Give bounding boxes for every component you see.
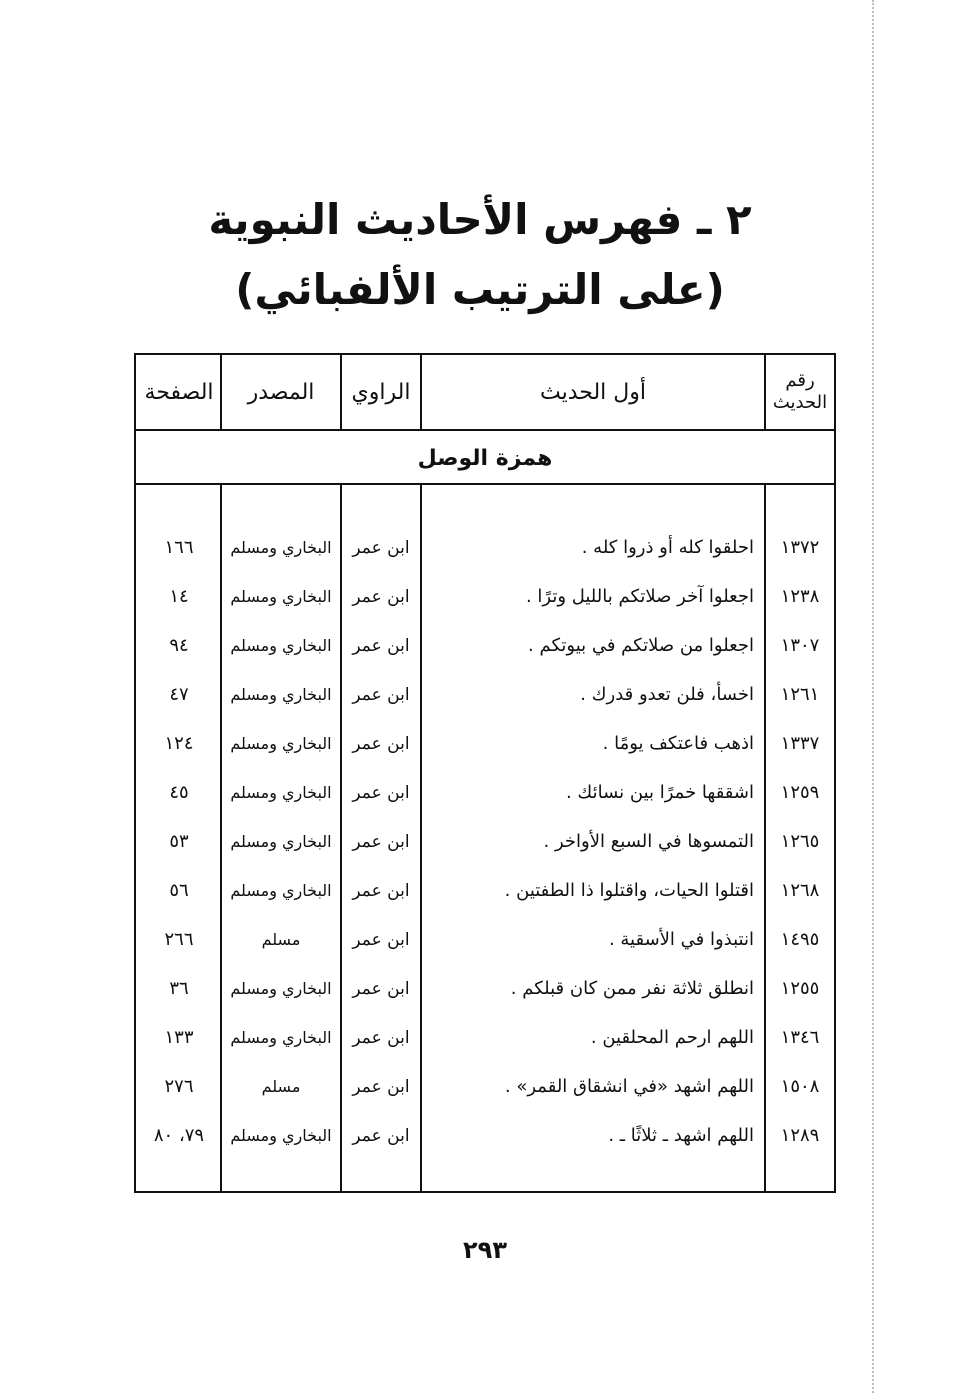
table-row (136, 915, 834, 964)
source: البخاري ومسلم (230, 685, 332, 704)
hadith-text: اجعلوا من صلاتكم في بيوتكم . (528, 635, 754, 656)
table-row (136, 817, 834, 866)
page-ref: ٢٧٦ (164, 1076, 194, 1097)
source: البخاري ومسلم (230, 979, 332, 998)
source: البخاري ومسلم (230, 1028, 332, 1047)
narrator: ابن عمر (352, 586, 410, 607)
page-ref: ٩٤ (169, 635, 189, 656)
page-ref: ٣٦ (169, 978, 189, 999)
hadith-number: ١٤٩٥ (780, 929, 820, 950)
page-edge-dots (872, 0, 874, 1393)
hadith-text: التمسوها في السبع الأواخر . (543, 831, 754, 852)
source: البخاري ومسلم (230, 881, 332, 900)
hadith-text: اللهم اشهد «في انشقاق القمر» . (504, 1076, 754, 1097)
page-ref: ١٤ (169, 586, 189, 607)
source: مسلم (261, 930, 301, 949)
hadith-text: اذهب فاعتكف يومًا . (602, 733, 754, 754)
page-ref: ١٣٣ (164, 1027, 194, 1048)
narrator: ابن عمر (352, 1076, 410, 1097)
hadith-number: ١٣٧٢ (780, 537, 820, 558)
narrator: ابن عمر (352, 880, 410, 901)
header-page: الصفحة (144, 379, 214, 405)
hadith-number: ١٢٣٨ (780, 586, 820, 607)
hadith-number: ١٣٣٧ (780, 733, 820, 754)
table-body (136, 523, 834, 1160)
hadith-number: ١٢٨٩ (780, 1125, 820, 1146)
table-row (136, 1062, 834, 1111)
page-ref: ٥٦ (169, 880, 189, 901)
table-row (136, 719, 834, 768)
table-row (136, 866, 834, 915)
page-subtitle: (على الترتيب الألفبائي) (235, 265, 725, 314)
hadith-text: انتبذوا في الأسقية . (608, 929, 754, 950)
header-hadith: أول الحديث (540, 379, 647, 405)
page-ref: ٥٣ (169, 831, 189, 852)
narrator: ابن عمر (352, 1027, 410, 1048)
table-row (136, 768, 834, 817)
page-number: ٢٩٣ (463, 1236, 507, 1264)
narrator: ابن عمر (352, 635, 410, 656)
source: البخاري ومسلم (230, 734, 332, 753)
table-row (136, 670, 834, 719)
hadith-text: اشققها خمرًا بين نسائك . (565, 782, 754, 803)
hadith-text: انطلق ثلاثة نفر ممن كان قبلكم . (510, 978, 754, 999)
narrator: ابن عمر (352, 1125, 410, 1146)
hadith-text: اقتلوا الحيات، واقتلوا ذا الطفتين . (504, 880, 754, 901)
header-source: المصدر (247, 379, 315, 405)
hadith-number: ١٣٠٧ (780, 635, 820, 656)
narrator: ابن عمر (352, 537, 410, 558)
narrator: ابن عمر (352, 929, 410, 950)
hadith-number: ١٢٥٥ (780, 978, 820, 999)
hadith-number: ١٢٦٥ (780, 831, 820, 852)
hadith-text: احلقوا كله أو ذروا كله . (581, 537, 754, 558)
page-ref: ٧٩، ٨٠ (153, 1125, 205, 1146)
page-title: ٢ ـ فهرس الأحاديث النبوية (208, 195, 752, 244)
page-ref: ١٢٤ (164, 733, 194, 754)
hadith-number: ١٢٦١ (780, 684, 820, 705)
narrator: ابن عمر (352, 978, 410, 999)
source: البخاري ومسلم (230, 783, 332, 802)
section-title: همزة الوصل (417, 445, 553, 471)
table-row (136, 523, 834, 572)
header-narrator: الراوي (351, 379, 411, 405)
narrator: ابن عمر (352, 782, 410, 803)
hadith-number: ١٥٠٨ (780, 1076, 820, 1097)
page-ref: ٤٥ (169, 782, 189, 803)
table-row (136, 964, 834, 1013)
page-ref: ٢٦٦ (164, 929, 194, 950)
source: البخاري ومسلم (230, 538, 332, 557)
narrator: ابن عمر (352, 831, 410, 852)
page-ref: ٤٧ (169, 684, 189, 705)
hadith-number: ١٢٥٩ (780, 782, 820, 803)
hadith-text: اللهم ارحم المحلقين . (590, 1027, 754, 1048)
source: البخاري ومسلم (230, 1126, 332, 1145)
hadith-text: اللهم اشهد ـ ثلاثًا ـ . (608, 1125, 754, 1146)
narrator: ابن عمر (352, 733, 410, 754)
table-row (136, 1013, 834, 1062)
source: البخاري ومسلم (230, 587, 332, 606)
table-row (136, 1111, 834, 1160)
hadith-text: اجعلوا آخر صلاتكم بالليل وترًا . (525, 586, 754, 607)
header-number: رقم الحديث (772, 370, 828, 413)
page-ref: ١٦٦ (164, 537, 194, 558)
hadith-number: ١٢٦٨ (780, 880, 820, 901)
table-row (136, 621, 834, 670)
hadith-number: ١٣٤٦ (780, 1027, 820, 1048)
narrator: ابن عمر (352, 684, 410, 705)
hadith-text: اخسأ، فلن تعدو قدرك . (580, 684, 754, 705)
source: البخاري ومسلم (230, 636, 332, 655)
source: البخاري ومسلم (230, 832, 332, 851)
source: مسلم (261, 1077, 301, 1096)
table-row (136, 572, 834, 621)
hadith-index-table (134, 353, 836, 1193)
